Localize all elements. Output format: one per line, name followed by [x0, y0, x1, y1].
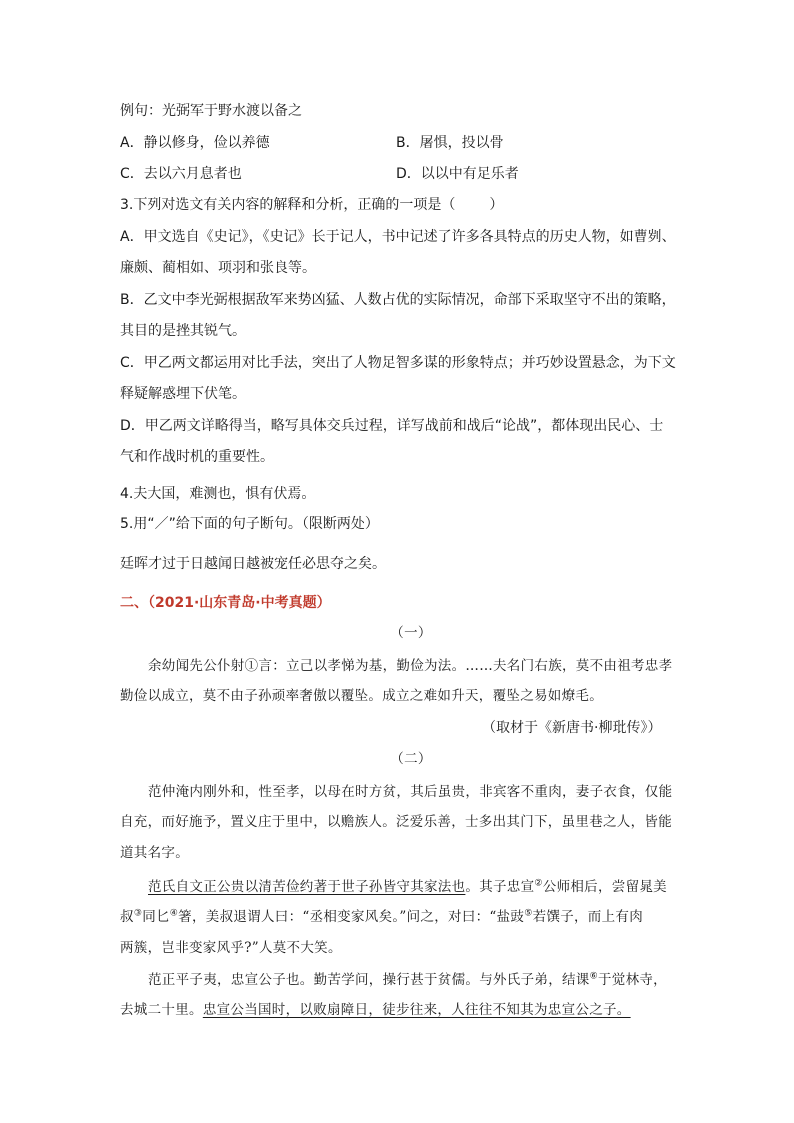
line4-end: 公师相后，尝留晁美 [542, 879, 667, 895]
q2-option-b: B．屠惧，投以骨 [396, 135, 504, 151]
line7-text: 范正平子夷，忠宣公子也。勤苦学问，操行甚于贫儒。与外氏子弟，结课 [148, 972, 590, 988]
line7-end: 于觉林寺， [597, 972, 667, 988]
q3-option-d-line1: D．甲乙两文详略得当，略写具体交兵过程，详写战前和战后“论战”，都体现出民心、士 [120, 418, 664, 434]
passage2-line6: 两簇，岂非变家风乎?”人莫不大笑。 [120, 940, 342, 956]
q3-option-a-line1: A．甲文选自《史记》，《史记》长于记人，书中记述了许多各具特点的历史人物，如曹刿、 [120, 229, 676, 245]
passage2-line8 [120, 1000, 631, 1020]
q2-option-d: D．以以中有足乐者 [396, 166, 519, 182]
q3-option-c-line2: 释疑解惑埋下伏笔。 [120, 386, 246, 402]
q3-option-a-line2: 廉颇、蔺相如、项羽和张良等。 [120, 260, 316, 276]
q3-option-d-line2: 气和作战时机的重要性。 [120, 449, 274, 465]
passage2-line2: 自充，而好施予，置义庄于里中，以赡族人。泛爱乐善，士多出其门下，虽里巷之人，皆能 [120, 814, 672, 830]
q5-sentence: 廷晖才过于日越闻日越被宠任必思夺之矣。 [120, 556, 386, 572]
passage2-line7 [148, 970, 667, 990]
line5-part-a: 叔 [120, 909, 134, 925]
passage2-line4 [148, 877, 667, 897]
passage1-source: （取材于《新唐书·柳玭传》） [482, 720, 662, 736]
passage1-line2: 勤俭以成立，莫不由子孙顽率奢傲以覆坠。成立之难如升天，覆坠之易如燎毛。 [120, 688, 603, 704]
passage1-title: （一） [390, 625, 432, 641]
line5-part-c: 箸，美叔退谓人曰：“丞相变家风矣。”问之，对曰：“盐豉 [178, 909, 525, 925]
footnote-marker: ② [534, 878, 543, 889]
passage1-line1: 余幼闻先公仆射①言：立己以孝悌为基，勤俭为法。……夫名门右族，莫不由祖考忠孝 [148, 658, 673, 674]
q3-option-b-line2: 其目的是挫其锐气。 [120, 323, 246, 339]
q3-option-b-line1: B．乙文中李光弼根据敌军来势凶猛、人数占优的实际情况，命部下采取坚守不出的策略， [120, 292, 676, 308]
footnote-marker: ④ [169, 908, 179, 919]
passage2-line3: 道其名字。 [120, 845, 189, 861]
q5-instruction: 5.用“／”给下面的句子断句。（限断两处） [120, 516, 379, 532]
underlined-sentence: 范氏自文正公贵以清苦俭约著于世子孙皆守其家法也 [148, 879, 466, 895]
passage2-line1: 范仲淹内刚外和，性至孝，以母在时方贫，其后虽贵，非宾客不重肉，妻子衣食，仅能 [148, 784, 673, 800]
passage2-line5 [120, 907, 643, 927]
q2-option-a: A．静以修身，俭以养德 [120, 135, 270, 151]
underlined-sentence: 忠宣公当国时，以败扇障日，徒步往来，人往往不知其为忠宣公之子。 [202, 1002, 631, 1018]
q3-stem-close: ） [489, 197, 504, 213]
line5-part-b: 同匕 [142, 909, 170, 925]
footnote-marker: ⑤ [524, 908, 533, 919]
q3-stem [120, 195, 503, 215]
line8-text: 去城二十里。 [120, 1002, 203, 1018]
footnote-marker: ③ [133, 908, 143, 919]
example-sentence: 例句：光弼军于野水渡以备之 [120, 103, 302, 119]
q2-option-c: C．去以六月息者也 [120, 166, 242, 182]
q3-option-c-line1: C．甲乙两文都运用对比手法，突出了人物足智多谋的形象特点；并巧妙设置悬念，为下文 [120, 355, 676, 371]
line4-text: 。其子忠宣 [465, 879, 535, 895]
passage2-title: （二） [390, 751, 432, 767]
section-heading: 二、（2021·山东青岛·中考真题） [120, 595, 331, 611]
footnote-marker: ⑥ [589, 971, 598, 982]
line5-part-d: 若馔子，而上有肉 [532, 909, 644, 925]
q4-sentence: 4.夫大国，难测也，惧有伏焉。 [120, 486, 316, 502]
q3-stem-text: 3.下列对选文有关内容的解释和分析，正确的一项是（ [120, 197, 456, 213]
